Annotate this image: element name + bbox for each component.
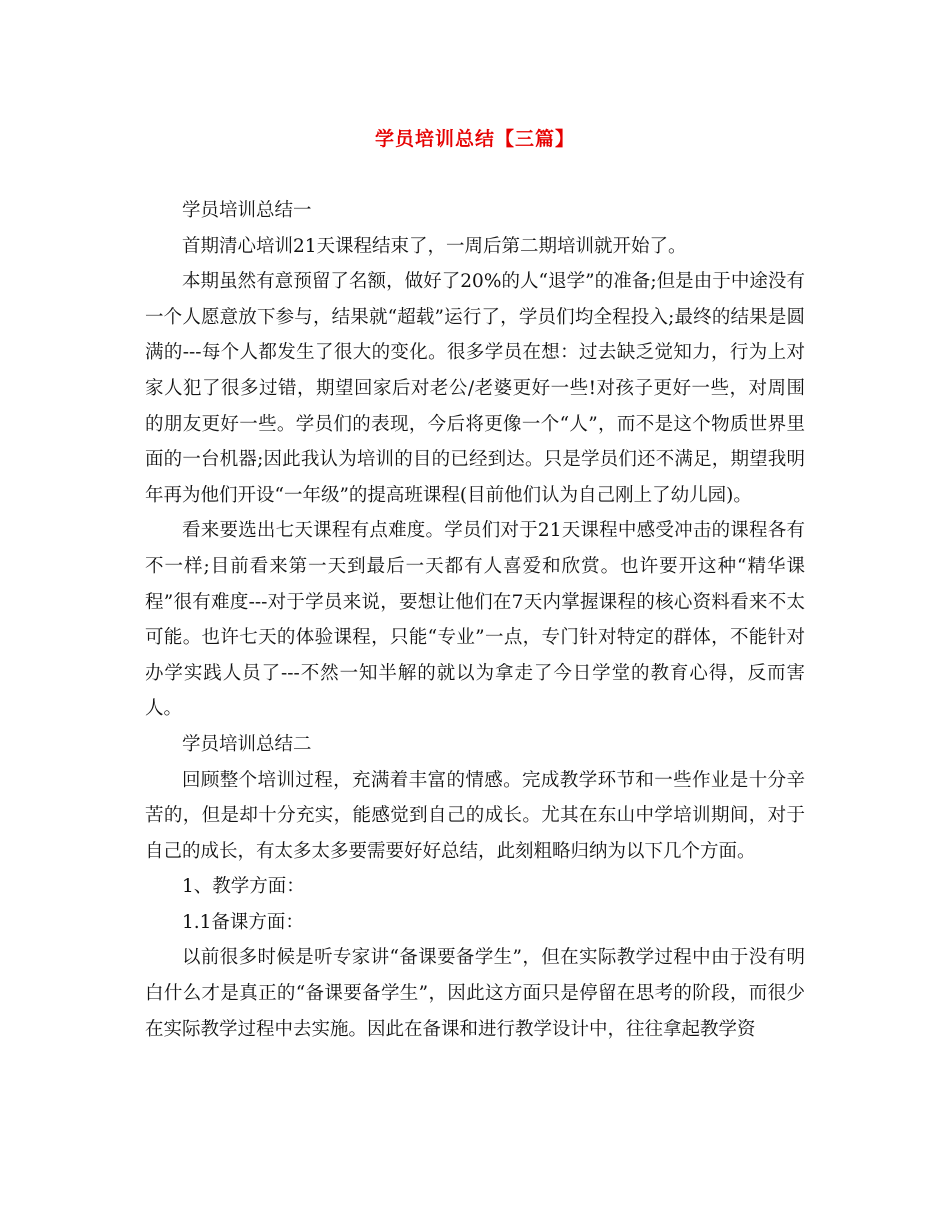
paragraph: 首期清心培训21天课程结束了，一周后第二期培训就开始了。 (182, 235, 687, 257)
paragraph: 本期虽然有意预留了名额，做好了20%的人“退学”的准备;但是由于中途没有一个人愿意放下参与，结果就“超载”运行了，学员们均全程投入;最终的结果是圆满的---每个人都发生了很大的变化。很多学员在想：过去缺乏觉知力，行为上对家人犯了很多过错，期望回家后对老公/老婆更好一些!对孩子更好一些，对周围的朋友更好一些。学员们的表现，今后将更像一个“人”，而不是这个物质世界里面的一台机器;因此我认为培训的目的已经到达。只是学员们还不满足，期望我明年再为他们开设“一年级”的提高班课程(目前他们认为自己刚上了幼儿园)。 (145, 271, 805, 506)
paragraph: 看来要选出七天课程有点难度。学员们对于21天课程中感受冲击的课程各有不一样;目前看来第一天到最后一天都有人喜爱和欣赏。也许要开这种“精华课程”很有难度---对于学员来说，要想让他们在7天内掌握课程的核心资料看来不太可能。也许七天的体验课程，只能“专业”一点，专门针对特定的群体，不能针对办学实践人员了---不然一知半解的就以为拿走了今日学堂的教育心得，反而害人。 (145, 520, 805, 720)
section-heading-2: 学员培训总结二 (182, 733, 312, 755)
section-heading-1: 学员培训总结一 (182, 200, 312, 221)
document-body (145, 193, 805, 1047)
document-title: 学员培训总结【三篇】 (374, 128, 575, 150)
paragraph: 回顾整个培训过程，充满着丰富的情感。完成教学环节和一些作业是十分辛苦的，但是却十分充实，能感觉到自己的成长。尤其在东山中学培训期间，对于自己的成长，有太多太多要需要好好总结，此刻粗略归纳为以下几个方面。 (145, 769, 805, 862)
subheading: 1.1备课方面： (182, 911, 304, 933)
subheading: 1、教学方面： (182, 876, 305, 898)
paragraph: 以前很多时候是听专家讲“备课要备学生”，但在实际教学过程中由于没有明白什么才是真正的“备课要备学生”，因此这方面只是停留在思考的阶段，而很少在实际教学过程中去实施。因此在备课和进行教学设计中，往往拿起教学资 (145, 947, 805, 1040)
